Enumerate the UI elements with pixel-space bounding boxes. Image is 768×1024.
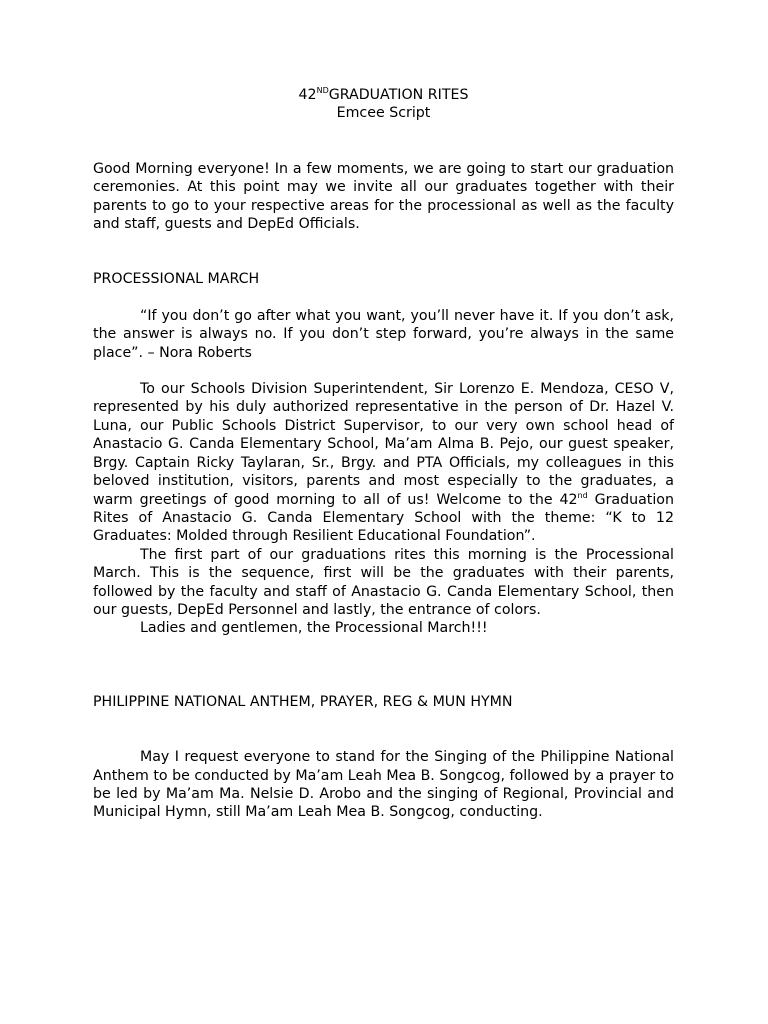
greeting-paragraph (93, 380, 674, 546)
title-number: 42 (298, 87, 317, 103)
processional-heading: PROCESSIONAL MARCH (93, 271, 260, 288)
greeting-ordinal-suffix: nd (577, 490, 588, 500)
document-page (93, 86, 674, 822)
quote-paragraph: “If you don’t go after what you want, you’ll never have it. If you don’t ask, the answer is always no. If you don’t step forward, you’re always in the same place”. – Nora Roberts (93, 307, 674, 361)
document-title (93, 86, 674, 104)
anthem-heading: PHILIPPINE NATIONAL ANTHEM, PRAYER, REG & MUN HYMN (93, 693, 513, 710)
title-ordinal-suffix: ND (316, 86, 329, 95)
title-text: GRADUATION RITES (328, 87, 469, 103)
sequence-paragraph: The first part of our graduations rites this morning is the Processional March. This is the sequence, first will be the graduates with their parents, followed by the faculty and staff of Anastacio G. Canda Elementary School, then our guests, DepEd Personnel and lastly, the entrance of colors. (93, 546, 674, 618)
opening-paragraph: Good Morning everyone! In a few moments, we are going to start our graduation ceremonies. At this point may we invite all our graduates together with their parents to go to your respective areas for the processional as well as the faculty and staff, guests and DepEd Officials. (93, 160, 674, 233)
greeting-text-continued: Graduation Rites of Anastacio G. Canda Elementary School with the theme: “K to 12 Graduates: Molded through Resilient Educational Foundation”. (93, 491, 674, 545)
anthem-paragraph: May I request everyone to stand for the Singing of the Philippine National Anthem to be conducted by Ma’am Leah Mea B. Songcog, followed by a prayer to be led by Ma’am Ma. Nelsie D. Arobo and the singing of Regional, Provincial and Municipal Hymn, still Ma’am Leah Mea B. Songcog, conducting. (93, 749, 674, 821)
greeting-text: To our Schools Division Superintendent, Sir Lorenzo E. Mendoza, CESO V, represented by his duly authorized representative in the person of Dr. Hazel V. Luna, our Public Schools District Supervisor, to our very own school head of Anastacio G. Canda Elementary School, Ma’am Alma B. Pejo, our guest speaker, Brgy. Captain Ricky Taylaran, Sr., Brgy. and PTA Officials, my colleagues in this beloved institution, visitors, parents and most especially to the graduates, a warm greetings of good morning to all of us! Welcome to the 42 (93, 381, 674, 508)
announcement-paragraph: Ladies and gentlemen, the Processional March!!! (140, 620, 488, 637)
title-block (93, 86, 674, 123)
document-subtitle: Emcee Script (336, 105, 431, 122)
